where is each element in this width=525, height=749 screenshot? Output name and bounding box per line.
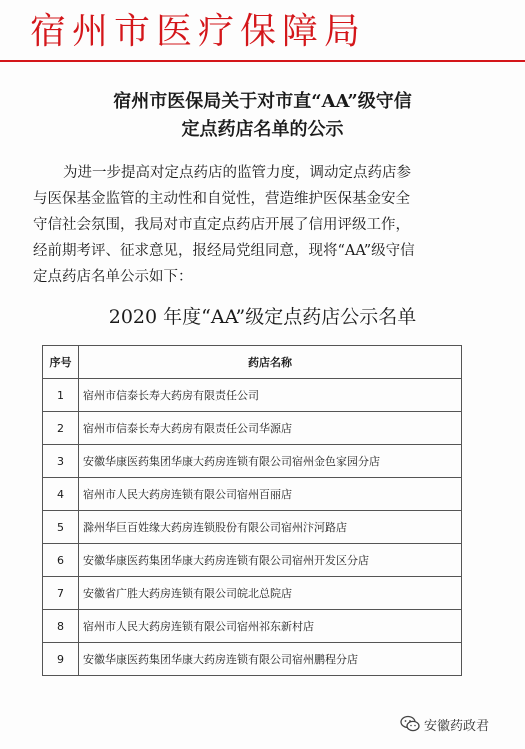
column-header-no: 序号 xyxy=(43,346,79,379)
table-row xyxy=(43,511,462,544)
pharmacy-table xyxy=(42,345,462,676)
pharmacy-name: 安徽华康医药集团华康大药房连锁有限公司宿州鹏程分店 xyxy=(79,643,462,676)
row-number: 8 xyxy=(43,610,79,643)
body-line: 经前期考评、征求意见，报经局党组同意，现将“AA”级守信 xyxy=(33,243,415,259)
wechat-icon xyxy=(400,715,420,733)
notice-body xyxy=(33,160,493,290)
source-watermark xyxy=(400,712,489,736)
pharmacy-name: 宿州市信泰长寿大药房有限责任公司华源店 xyxy=(79,412,462,445)
notice-title-line-2: 定点药店名单的公示 xyxy=(181,119,344,140)
row-number: 2 xyxy=(43,412,79,445)
table-row xyxy=(43,610,462,643)
pharmacy-name: 宿州市人民大药房连锁有限公司宿州祁东新村店 xyxy=(79,610,462,643)
table-row xyxy=(43,412,462,445)
table-row xyxy=(43,445,462,478)
header-divider xyxy=(0,60,525,62)
row-number: 9 xyxy=(43,643,79,676)
table-row xyxy=(43,478,462,511)
pharmacy-name: 安徽华康医药集团华康大药房连锁有限公司宿州开发区分店 xyxy=(79,544,462,577)
notice-title-line-1: 宿州市医保局关于对市直“AA”级守信 xyxy=(113,91,412,112)
watermark-text: 安徽药政君 xyxy=(424,718,490,734)
row-number: 5 xyxy=(43,511,79,544)
pharmacy-name: 宿州市信泰长寿大药房有限责任公司 xyxy=(79,379,462,412)
row-number: 7 xyxy=(43,577,79,610)
body-line: 与医保基金监管的主动性和自觉性，营造维护医保基金安全 xyxy=(33,191,410,207)
table-header-row xyxy=(43,346,462,379)
agency-header: 宿州市医疗保障局 xyxy=(30,11,367,52)
body-line: 为进一步提高对定点药店的监管力度，调动定点药店参 xyxy=(63,165,411,181)
pharmacy-name: 宿州市人民大药房连锁有限公司宿州百丽店 xyxy=(79,478,462,511)
row-number: 1 xyxy=(43,379,79,412)
list-title: 2020 年度“AA”级定点药店公示名单 xyxy=(108,306,417,328)
body-line: 定点药店名单公示如下： xyxy=(33,269,193,285)
table-row xyxy=(43,643,462,676)
table-row xyxy=(43,544,462,577)
table-row xyxy=(43,379,462,412)
table-row xyxy=(43,577,462,610)
notice-title xyxy=(20,88,505,144)
row-number: 3 xyxy=(43,445,79,478)
pharmacy-name: 安徽省广胜大药房连锁有限公司皖北总院店 xyxy=(79,577,462,610)
body-line: 守信社会氛围，我局对市直定点药店开展了信用评级工作， xyxy=(33,217,410,233)
row-number: 6 xyxy=(43,544,79,577)
pharmacy-name: 滁州华巨百姓缘大药房连锁股份有限公司宿州汴河路店 xyxy=(79,511,462,544)
pharmacy-name: 安徽华康医药集团华康大药房连锁有限公司宿州金色家园分店 xyxy=(79,445,462,478)
row-number: 4 xyxy=(43,478,79,511)
column-header-name: 药店名称 xyxy=(79,346,462,379)
